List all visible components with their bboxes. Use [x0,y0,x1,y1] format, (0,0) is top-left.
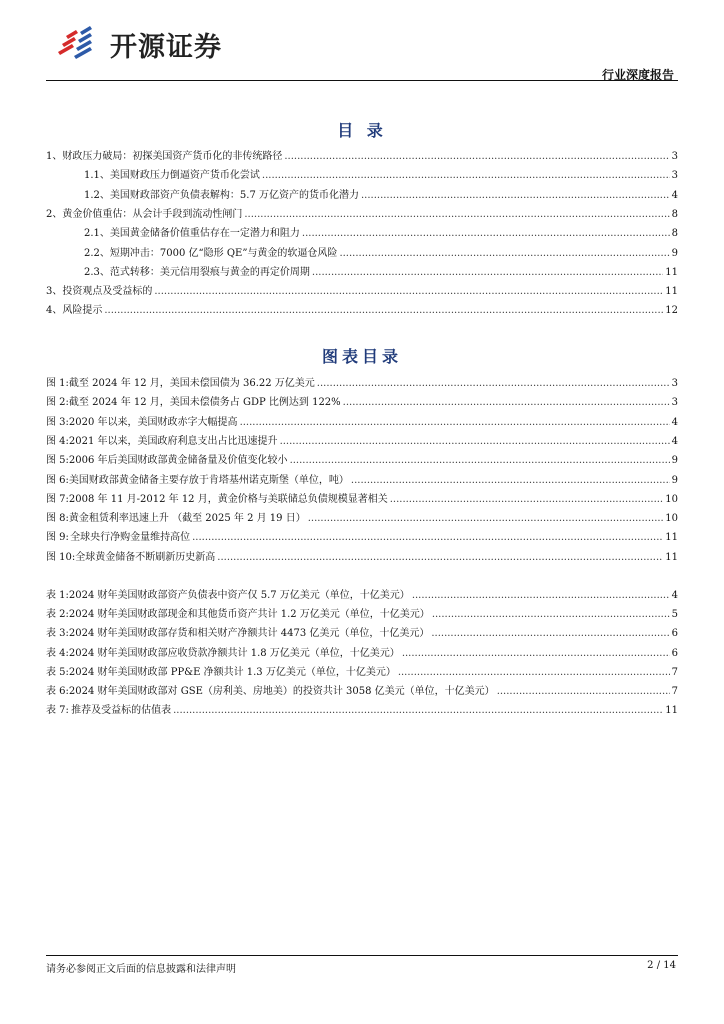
figure-entry-page: 11 [665,532,678,544]
toc-entry[interactable] [84,266,678,280]
dot-leader [302,227,670,241]
figure-entry-page: 4 [671,435,678,447]
table-entry-page: 6 [671,647,678,659]
table-entry[interactable] [46,666,678,680]
figure-entry[interactable] [46,531,678,545]
dot-leader [402,647,670,661]
figure-entry-number: 图 2: [46,397,69,409]
toc-entry[interactable] [84,227,678,241]
table-entry-number: 表 1: [46,590,69,601]
dot-leader [412,589,670,603]
toc-entry-page: 11 [665,286,678,298]
dot-leader [497,685,670,699]
toc-entry-number: 3、 [46,286,63,298]
table-entry-number: 表 7: [46,705,69,717]
toc-entry-title: 财政压力破局：初探美国资产货币化的非传统路径 [62,151,283,162]
dot-leader [351,474,670,488]
toc-entry-number: 1.1、 [84,170,110,182]
toc-entry[interactable] [46,150,678,164]
table-entry-number: 表 4: [46,647,69,659]
table-entry[interactable] [46,627,678,641]
company-logo [56,24,222,64]
dot-leader [104,304,663,318]
header-divider [46,80,678,81]
figure-entry-title: 2008 年 11 月-2012 年 12 月，黄金价格与美联储总负债规模显著相关 [68,493,388,505]
figure-entry-title: 2006 年后美国财政部黄金储备量及价值变化较小 [68,455,288,467]
figure-entry-title: 全球黄金储备不断刷新历史新高 [75,551,216,563]
dot-leader [262,169,670,183]
figure-entry-title: 黄金租赁利率迅速上升 （截至 2025 年 2 月 19 日） [68,513,306,525]
figure-entry-title: 美国财政部黄金储备主要存放于肯塔基州诺克斯堡（单位，吨） [68,474,349,486]
figure-entry-title: 截至 2024 年 12 月，美国未偿国债为 36.22 万亿美元 [68,378,315,389]
table-entry-number: 表 2: [46,609,69,621]
footer-divider [46,955,678,956]
figures-toc-title: 图表目录 [321,347,402,366]
table-entry-title: 2024 财年美国财政部资产负债表中资产仅 5.7 万亿美元（单位，十亿美元） [68,590,410,601]
dot-leader [343,396,670,410]
toc-entry-page: 3 [671,170,678,182]
figure-entry-number: 图 9: [46,532,69,544]
figure-entry-number: 图 10: [46,551,76,563]
figure-entry[interactable] [46,493,678,507]
table-entry-page: 7 [671,666,678,678]
dot-leader [432,608,670,622]
figure-entry[interactable] [46,416,678,430]
dot-leader [217,551,663,565]
figure-entry-page: 9 [671,474,678,486]
table-entry[interactable] [46,704,678,718]
dot-leader [173,704,663,718]
dot-leader [244,208,669,222]
table-entry-page: 5 [671,609,678,621]
table-entry-number: 表 5: [46,666,69,678]
table-entry-title: 2024 财年美国财政部应收贷款净额共计 1.8 万亿美元（单位，十亿美元） [68,647,400,659]
toc-entry[interactable] [84,247,678,261]
dot-leader [398,666,670,680]
toc-entry-title: 美国财政压力倒逼资产货币化尝试 [109,170,260,182]
figure-entry[interactable] [46,454,678,468]
toc-entry-page: 3 [671,151,678,162]
table-entry-title: 2024 财年美国财政部对 GSE（房利美、房地美）的投资共计 3058 亿美元（单位，十亿美元） [68,686,495,697]
dot-leader [192,531,663,545]
kaiyuan-logo-icon [56,24,108,64]
figure-entry-page: 10 [665,513,678,525]
figure-entry-page: 4 [671,416,678,428]
dot-leader [284,150,669,164]
figure-entry-page: 3 [671,397,678,409]
figure-entry-title: 全球央行净购金量维持高位 [70,532,191,544]
figure-entry-number: 图 6: [46,474,69,486]
figure-entry-title: 2021 年以来，美国政府利息支出占比迅速提升 [68,435,278,447]
figure-entry[interactable] [46,551,678,565]
table-entry-title: 2024 财年美国财政部 PP&E 净额共计 1.3 万亿美元（单位，十亿美元） [68,666,396,678]
dot-leader [240,416,670,430]
table-entry-page: 7 [671,686,678,697]
table-entry-number: 表 6: [46,686,69,697]
figure-entry-number: 图 4: [46,435,69,447]
report-type-label: 行业深度报告 [601,68,674,82]
figure-entry-page: 10 [665,493,678,505]
dot-leader [308,512,664,526]
toc-entry[interactable] [84,189,678,203]
toc-entry-number: 1、 [46,151,63,162]
figure-entry[interactable] [46,435,678,449]
toc-entry-number: 2、 [46,208,63,220]
figure-entry-page: 11 [665,551,678,563]
toc-title: 目 录 [337,121,387,140]
table-entry-page: 4 [671,590,678,601]
table-entry[interactable] [46,647,678,661]
figure-entry-page: 9 [671,455,678,467]
dot-leader [290,454,670,468]
figure-entry[interactable] [46,512,678,526]
toc-entry-page: 12 [665,305,678,317]
dot-leader [390,493,664,507]
toc-entry-title: 美国黄金储备价值重估存在一定潜力和阻力 [109,228,300,240]
dot-leader [280,435,670,449]
toc-entry-page: 11 [665,266,678,278]
figure-entry-title: 截至 2024 年 12 月，美国未偿债务占 GDP 比例达到 122% [68,397,341,409]
toc-entry-page: 4 [671,189,678,201]
logo-text: 开源证券 [110,31,222,63]
footer-disclaimer: 请务必参阅正文后面的信息披露和法律声明 [46,964,236,975]
table-entry-page: 11 [665,705,678,717]
figure-entry[interactable] [46,474,678,488]
dot-leader [312,266,663,280]
table-entry[interactable] [46,589,678,603]
toc-entry-number: 2.1、 [84,228,110,240]
toc-entry-page: 9 [671,247,678,259]
toc-entry[interactable] [46,208,678,222]
table-entry-title: 2024 财年美国财政部存货和相关财产净额共计 4473 亿美元（单位，十亿美元） [68,628,430,640]
page-number: 2 / 14 [647,960,676,971]
toc-entry[interactable] [46,285,678,299]
toc-entry[interactable] [84,169,678,183]
toc-entry-title: 美国财政部资产负债表解构：5.7 万亿资产的货币化潜力 [109,189,359,201]
table-entry-title: 2024 财年美国财政部现金和其他货币资产共计 1.2 万亿美元（单位，十亿美元） [68,609,430,621]
toc-entry-number: 2.3、 [84,266,110,278]
figure-entry-number: 图 3: [46,416,69,428]
dot-leader [361,189,670,203]
table-entry-number: 表 3: [46,628,69,640]
table-entry[interactable] [46,608,678,622]
table-entry-page: 6 [671,628,678,640]
figure-entry[interactable] [46,396,678,410]
toc-entry-number: 1.2、 [84,189,110,201]
toc-entry-title: 投资观点及受益标的 [62,286,153,298]
table-entry[interactable] [46,685,678,699]
toc-entry-number: 4、 [46,305,63,317]
table-entry-title: 推荐及受益标的估值表 [71,705,172,717]
toc-entry-title: 范式转移：美元信用裂痕与黄金的再定价周期 [109,266,310,278]
dot-leader [431,627,669,641]
toc-entry[interactable] [46,304,678,318]
toc-entry-page: 8 [671,228,678,240]
toc-entry-number: 2.2、 [84,247,110,259]
figure-entry-number: 图 1: [46,378,69,389]
toc-entry-title: 短期冲击：7000 亿“隐形 QE”与黄金的软逼仓风险 [109,247,338,259]
figure-entry-number: 图 7: [46,493,69,505]
toc-entry-title: 黄金价值重估：从会计手段到流动性闸门 [62,208,243,220]
dot-leader [317,377,670,391]
figure-entry-number: 图 8: [46,513,69,525]
figure-entry-page: 3 [671,378,678,389]
dot-leader [154,285,663,299]
toc-entry-title: 风险提示 [62,305,103,317]
figure-entry-title: 2020 年以来，美国财政赤字大幅提高 [68,416,238,428]
figure-entry[interactable] [46,377,678,391]
dot-leader [339,247,669,261]
toc-entry-page: 8 [671,208,678,220]
figure-entry-number: 图 5: [46,455,69,467]
